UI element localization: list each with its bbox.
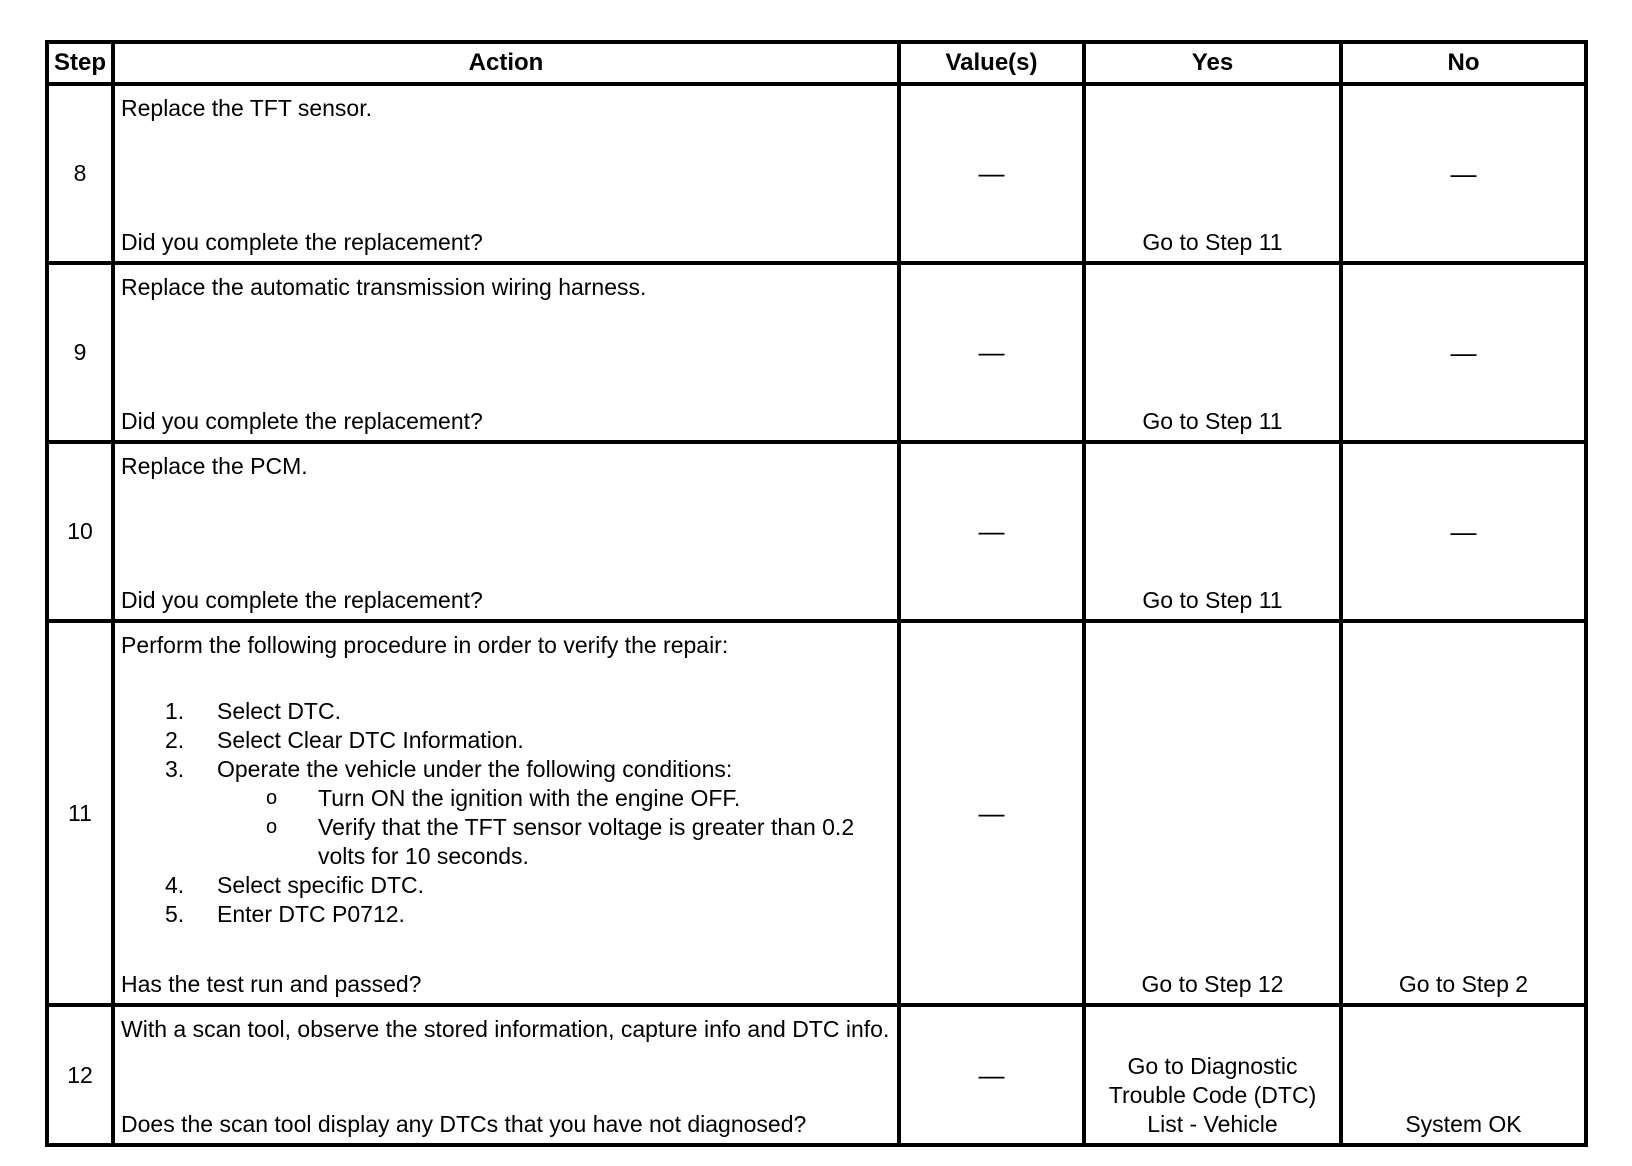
value-cell: — xyxy=(899,442,1084,621)
no-cell xyxy=(1341,442,1586,621)
table-row xyxy=(47,263,1586,442)
yes-link xyxy=(1086,1052,1339,1139)
action-question: Does the scan tool display any DTCs that you have not diagnosed? xyxy=(121,1111,807,1137)
action-text: With a scan tool, observe the stored information, capture info and DTC info. xyxy=(121,1016,890,1042)
value-cell: — xyxy=(899,263,1084,442)
yes-cell xyxy=(1084,84,1341,263)
step-number: 10 xyxy=(47,442,113,621)
header-yes: Yes xyxy=(1084,42,1341,84)
procedure-list xyxy=(165,697,887,929)
list-text: Turn ON the ignition with the engine OFF. xyxy=(318,785,741,811)
list-text: Operate the vehicle under the following conditions: xyxy=(217,756,733,782)
yes-cell xyxy=(1084,263,1341,442)
list-number: 3. xyxy=(165,756,185,782)
header-step: Step xyxy=(47,42,113,84)
yes-link: Go to Step 11 xyxy=(1142,229,1283,255)
list-text: Verify that the TFT sensor voltage is greater than 0.2 volts for 10 seconds. xyxy=(318,814,855,869)
list-number: 1. xyxy=(165,698,185,724)
step-number: 8 xyxy=(47,84,113,263)
yes-link: Go to Step 11 xyxy=(1142,587,1283,613)
step-number: 12 xyxy=(47,1005,113,1145)
yes-link-line: List - Vehicle xyxy=(1147,1111,1278,1137)
yes-cell xyxy=(1084,442,1341,621)
step-number: 11 xyxy=(47,621,113,1005)
yes-cell xyxy=(1084,1005,1341,1145)
header-no: No xyxy=(1341,42,1586,84)
no-cell xyxy=(1341,263,1586,442)
no-cell xyxy=(1341,621,1586,1005)
list-text: Select Clear DTC Information. xyxy=(217,727,524,753)
list-item xyxy=(266,784,887,813)
header-values: Value(s) xyxy=(899,42,1084,84)
action-question: Did you complete the replacement? xyxy=(121,408,483,434)
yes-link-line: Go to Diagnostic xyxy=(1127,1053,1298,1079)
table-row xyxy=(47,442,1586,621)
yes-link-line: Trouble Code (DTC) xyxy=(1108,1082,1317,1108)
list-item xyxy=(165,697,887,726)
action-cell xyxy=(113,84,899,263)
table-row xyxy=(47,1005,1586,1145)
no-cell xyxy=(1341,84,1586,263)
list-item xyxy=(165,871,887,900)
yes-link: Go to Step 12 xyxy=(1141,971,1284,997)
value-cell: — xyxy=(899,84,1084,263)
action-question: Did you complete the replacement? xyxy=(121,587,483,613)
action-cell xyxy=(113,442,899,621)
list-item xyxy=(165,900,887,929)
circle-bullet-icon: o xyxy=(266,787,278,809)
action-text: Replace the automatic transmission wiring harness. xyxy=(121,274,647,300)
no-link: Go to Step 2 xyxy=(1398,971,1529,997)
diagnostic-table xyxy=(45,40,1588,1147)
table-row xyxy=(47,621,1586,1005)
action-question: Did you complete the replacement? xyxy=(121,229,483,255)
no-value: — xyxy=(1450,158,1477,188)
no-value: — xyxy=(1450,516,1477,546)
table-row xyxy=(47,84,1586,263)
value-cell: — xyxy=(899,621,1084,1005)
action-text: Perform the following procedure in order to verify the repair: xyxy=(121,632,729,658)
list-number: 2. xyxy=(165,727,185,753)
value-cell: — xyxy=(899,1005,1084,1145)
action-cell xyxy=(113,1005,899,1145)
yes-link: Go to Step 11 xyxy=(1142,408,1283,434)
action-question: Has the test run and passed? xyxy=(121,971,422,997)
circle-bullet-icon: o xyxy=(266,816,278,838)
action-text: Replace the TFT sensor. xyxy=(121,95,373,121)
header-row xyxy=(47,42,1586,84)
list-number: 4. xyxy=(165,872,185,898)
condition-list xyxy=(217,784,887,871)
action-cell xyxy=(113,621,899,1005)
list-item xyxy=(165,726,887,755)
list-text: Select DTC. xyxy=(217,698,341,724)
action-cell xyxy=(113,263,899,442)
no-link: System OK xyxy=(1405,1111,1522,1137)
list-text: Enter DTC P0712. xyxy=(217,901,405,927)
no-value: — xyxy=(1450,337,1477,367)
action-text: Replace the PCM. xyxy=(121,453,308,479)
yes-cell xyxy=(1084,621,1341,1005)
list-number: 5. xyxy=(165,901,185,927)
step-number: 9 xyxy=(47,263,113,442)
header-action: Action xyxy=(113,42,899,84)
list-item xyxy=(165,755,887,871)
no-cell xyxy=(1341,1005,1586,1145)
list-item xyxy=(266,813,887,871)
list-text: Select specific DTC. xyxy=(217,872,425,898)
